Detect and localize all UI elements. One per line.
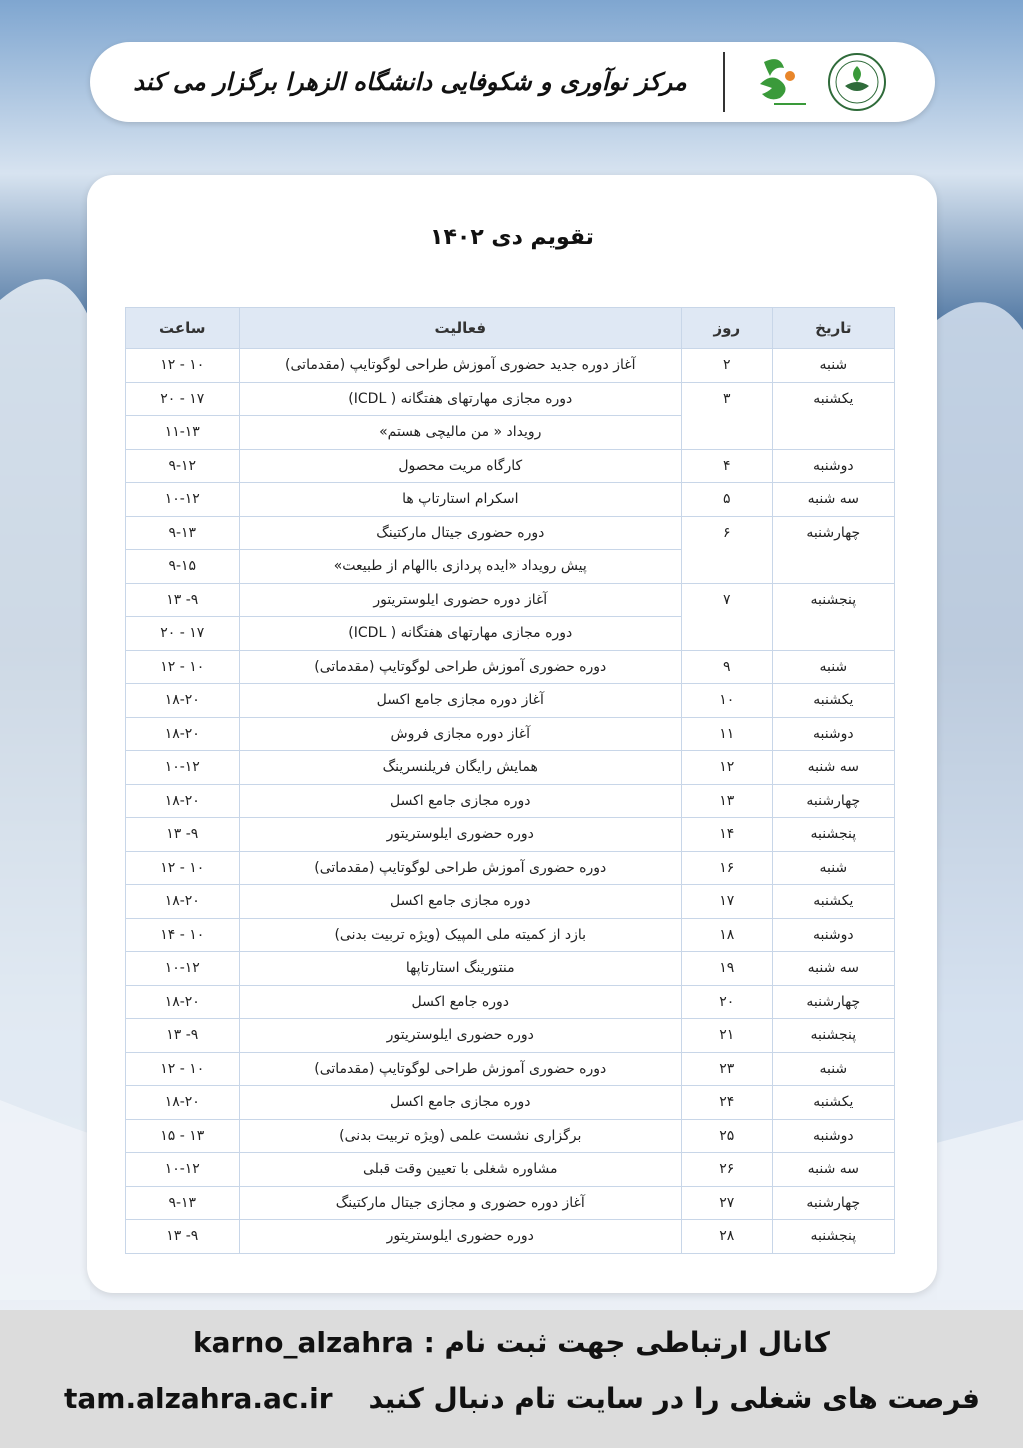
cell-day: ۱۴ [682,818,773,852]
cell-day: ۲۸ [682,1220,773,1254]
job-opportunities-text: فرصت های شغلی را در سایت تام دنبال کنید [368,1382,980,1415]
cell-activity: همایش رایگان فریلنسرینگ [239,751,681,785]
cell-activity: پیش رویداد «ایده پردازی باالهام از طبیعت» [239,550,681,584]
cell-time: ۱۷ - ۲۰ [126,617,240,651]
table-row [126,483,895,517]
cell-date: چهارشنبه [772,784,894,818]
cell-time: ۱۰-۱۲ [126,1153,240,1187]
cell-date: سه شنبه [772,1153,894,1187]
cell-date: پنجشنبه [772,583,894,650]
cell-day: ۱۰ [682,684,773,718]
cell-activity: دوره مجازی جامع اکسل [239,784,681,818]
cell-day: ۱۳ [682,784,773,818]
cell-day: ۳ [682,382,773,449]
cell-date: شنبه [772,851,894,885]
cell-date: یکشنبه [772,885,894,919]
cell-date: یکشنبه [772,1086,894,1120]
cell-time: ۹-۱۲ [126,449,240,483]
cell-date: یکشنبه [772,382,894,449]
cell-time: ۱۰-۱۲ [126,952,240,986]
cell-day: ۴ [682,449,773,483]
cell-activity: دوره حضوری ایلوستریتور [239,818,681,852]
cell-time: ۹- ۱۳ [126,818,240,852]
cell-day: ۱۱ [682,717,773,751]
cell-day: ۲۳ [682,1052,773,1086]
table-row [126,650,895,684]
header-activity: فعالیت [239,308,681,349]
table-row [126,1220,895,1254]
alzahra-logo-icon [750,54,812,110]
cell-time: ۱۰ - ۱۲ [126,650,240,684]
cell-date: چهارشنبه [772,516,894,583]
cell-time: ۱۸-۲۰ [126,985,240,1019]
header-day: روز [682,308,773,349]
cell-date: شنبه [772,349,894,383]
cell-activity: بازد از کمیته ملی المپیک (ویژه تربیت بدنی) [239,918,681,952]
table-row [126,751,895,785]
header-title: مرکز نوآوری و شکوفایی دانشگاه الزهرا برگزار می کند [133,68,687,96]
cell-activity: دوره حضوری آموزش طراحی لوگوتایپ (مقدماتی) [239,851,681,885]
cell-time: ۱۰-۱۲ [126,751,240,785]
cell-day: ۲۶ [682,1153,773,1187]
cell-time: ۹-۱۳ [126,516,240,550]
cell-time: ۱۰-۱۲ [126,483,240,517]
cell-activity: آغاز دوره مجازی جامع اکسل [239,684,681,718]
cell-time: ۱۰ - ۱۲ [126,349,240,383]
table-row [126,583,895,617]
header-divider [723,52,725,112]
cell-day: ۱۷ [682,885,773,919]
cell-time: ۹-۱۵ [126,550,240,584]
table-row [126,818,895,852]
table-row [126,1119,895,1153]
table-row [126,952,895,986]
cell-day: ۵ [682,483,773,517]
cell-time: ۱۰ - ۱۲ [126,1052,240,1086]
cell-date: پنجشنبه [772,818,894,852]
cell-time: ۱۸-۲۰ [126,885,240,919]
table-row [126,684,895,718]
cell-time: ۱۸-۲۰ [126,1086,240,1120]
cell-day: ۶ [682,516,773,583]
cell-activity: دوره مجازی جامع اکسل [239,885,681,919]
cell-day: ۲۰ [682,985,773,1019]
header-banner [90,42,935,122]
cell-activity: رویداد « من مالیچی هستم» [239,416,681,450]
cell-day: ۲۵ [682,1119,773,1153]
cell-activity: اسکرام استارتاپ ها [239,483,681,517]
cell-activity: برگزاری نشست علمی (ویژه تربیت بدنی) [239,1119,681,1153]
cell-activity: دوره حضوری آموزش طراحی لوگوتایپ (مقدماتی) [239,650,681,684]
table-row [126,516,895,550]
cell-day: ۱۶ [682,851,773,885]
cell-date: دوشنبه [772,717,894,751]
cell-date: سه شنبه [772,952,894,986]
table-row [126,1186,895,1220]
cell-activity: دوره مجازی جامع اکسل [239,1086,681,1120]
cell-activity: آغاز دوره حضوری ایلوستریتور [239,583,681,617]
calendar-body [126,349,895,1254]
table-row [126,885,895,919]
cell-activity: آغاز دوره حضوری و مجازی جیتال مارکتینگ [239,1186,681,1220]
cell-date: دوشنبه [772,1119,894,1153]
cell-activity: کارگاه مریت محصول [239,449,681,483]
cell-date: یکشنبه [772,684,894,718]
cell-activity: مشاوره شغلی با تعیین وقت قبلی [239,1153,681,1187]
cell-activity: دوره جامع اکسل [239,985,681,1019]
table-row [126,1086,895,1120]
cell-activity: آغاز دوره مجازی فروش [239,717,681,751]
header-time: ساعت [126,308,240,349]
calendar-title: تقویم دی ۱۴۰۲ [430,225,594,250]
cell-day: ۲۱ [682,1019,773,1053]
table-header-row [126,308,895,349]
cell-day: ۱۲ [682,751,773,785]
cell-activity: دوره مجازی مهارتهای هفتگانه ( ICDL) [239,382,681,416]
header-date: تاریخ [772,308,894,349]
cell-date: شنبه [772,650,894,684]
table-row [126,1052,895,1086]
cell-time: ۱۸-۲۰ [126,684,240,718]
cell-date: دوشنبه [772,449,894,483]
calendar-card [87,175,937,1293]
table-row [126,851,895,885]
cell-date: پنجشنبه [772,1019,894,1053]
cell-activity: دوره حضوری آموزش طراحی لوگوتایپ (مقدماتی) [239,1052,681,1086]
cell-date: سه شنبه [772,483,894,517]
cell-day: ۷ [682,583,773,650]
cell-date: سه شنبه [772,751,894,785]
cell-time: ۱۱-۱۳ [126,416,240,450]
footer [0,1310,1023,1448]
table-row [126,349,895,383]
cell-day: ۲۴ [682,1086,773,1120]
cell-day: ۲ [682,349,773,383]
university-seal-icon [827,52,887,112]
table-row [126,1153,895,1187]
cell-time: ۱۸-۲۰ [126,784,240,818]
cell-time: ۹- ۱۳ [126,583,240,617]
table-row [126,449,895,483]
cell-day: ۹ [682,650,773,684]
table-row [126,784,895,818]
cell-date: چهارشنبه [772,985,894,1019]
table-row [126,918,895,952]
cell-day: ۱۸ [682,918,773,952]
cell-time: ۱۸-۲۰ [126,717,240,751]
cell-date: دوشنبه [772,918,894,952]
cell-activity: دوره مجازی مهارتهای هفتگانه ( ICDL) [239,617,681,651]
cell-time: ۱۳ - ۱۵ [126,1119,240,1153]
cell-activity: منتورینگ استارتاپها [239,952,681,986]
cell-time: ۱۰ - ۱۴ [126,918,240,952]
cell-time: ۹- ۱۳ [126,1019,240,1053]
cell-activity: دوره حضوری جیتال مارکتینگ [239,516,681,550]
table-row [126,1019,895,1053]
cell-date: پنجشنبه [772,1220,894,1254]
cell-time: ۹- ۱۳ [126,1220,240,1254]
cell-time: ۹-۱۳ [126,1186,240,1220]
cell-activity: دوره حضوری ایلوستریتور [239,1220,681,1254]
registration-channel-text: کانال ارتباطی جهت ثبت نام : karno_alzahra [193,1326,830,1359]
table-row [126,382,895,416]
cell-date: چهارشنبه [772,1186,894,1220]
cell-date: شنبه [772,1052,894,1086]
calendar-table [125,307,895,1254]
cell-day: ۲۷ [682,1186,773,1220]
cell-activity: دوره حضوری ایلوستریتور [239,1019,681,1053]
cell-activity: آغاز دوره جدید حضوری آموزش طراحی لوگوتایپ (مقدماتی) [239,349,681,383]
cell-day: ۱۹ [682,952,773,986]
cell-time: ۱۰ - ۱۲ [126,851,240,885]
table-row [126,717,895,751]
table-row [126,985,895,1019]
site-url-link[interactable]: tam.alzahra.ac.ir [64,1382,333,1415]
cell-time: ۱۷ - ۲۰ [126,382,240,416]
